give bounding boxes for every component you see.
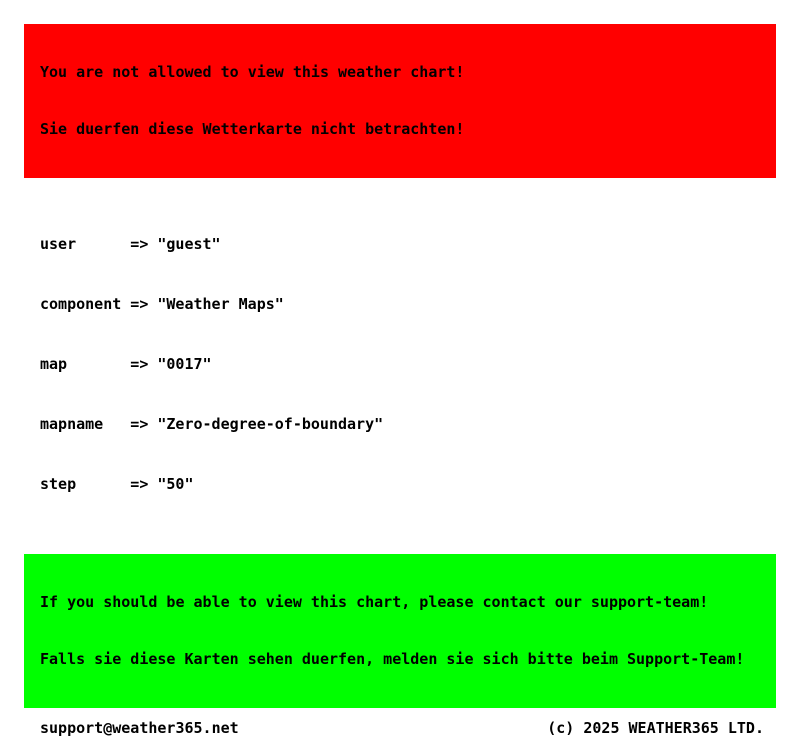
support-email: support@weather365.net (40, 719, 239, 737)
kv-value: "guest" (157, 235, 221, 253)
support-message-de: Falls sie diese Karten sehen duerfen, melden sie sich bitte beim Support-Team! (40, 650, 745, 668)
footer (24, 718, 776, 738)
kv-key: component (40, 295, 122, 313)
kv-value: "Weather Maps" (157, 295, 284, 313)
kv-row-step (40, 474, 776, 494)
kv-row-user (40, 234, 776, 254)
request-details-list (40, 194, 776, 534)
kv-value: "50" (157, 475, 194, 493)
arrow-glyph: => (130, 415, 149, 433)
arrow-glyph: => (130, 235, 149, 253)
error-banner (24, 24, 776, 178)
kv-row-component (40, 294, 776, 314)
kv-key: step (40, 475, 77, 493)
kv-row-map (40, 354, 776, 374)
kv-key: mapname (40, 415, 104, 433)
kv-key: map (40, 355, 68, 373)
kv-value: "0017" (157, 355, 212, 373)
support-banner (24, 554, 776, 708)
copyright-notice: (c) 2025 WEATHER365 LTD. (547, 719, 764, 737)
arrow-glyph: => (130, 355, 149, 373)
arrow-glyph: => (130, 295, 149, 313)
kv-key: user (40, 235, 77, 253)
kv-value: "Zero-degree-of-boundary" (157, 415, 384, 433)
error-message-de: Sie duerfen diese Wetterkarte nicht betrachten! (40, 120, 465, 138)
arrow-glyph: => (130, 475, 149, 493)
support-message-en: If you should be able to view this chart, please contact our support-team! (40, 593, 709, 611)
kv-row-mapname (40, 414, 776, 434)
error-message-en: You are not allowed to view this weather chart! (40, 63, 465, 81)
